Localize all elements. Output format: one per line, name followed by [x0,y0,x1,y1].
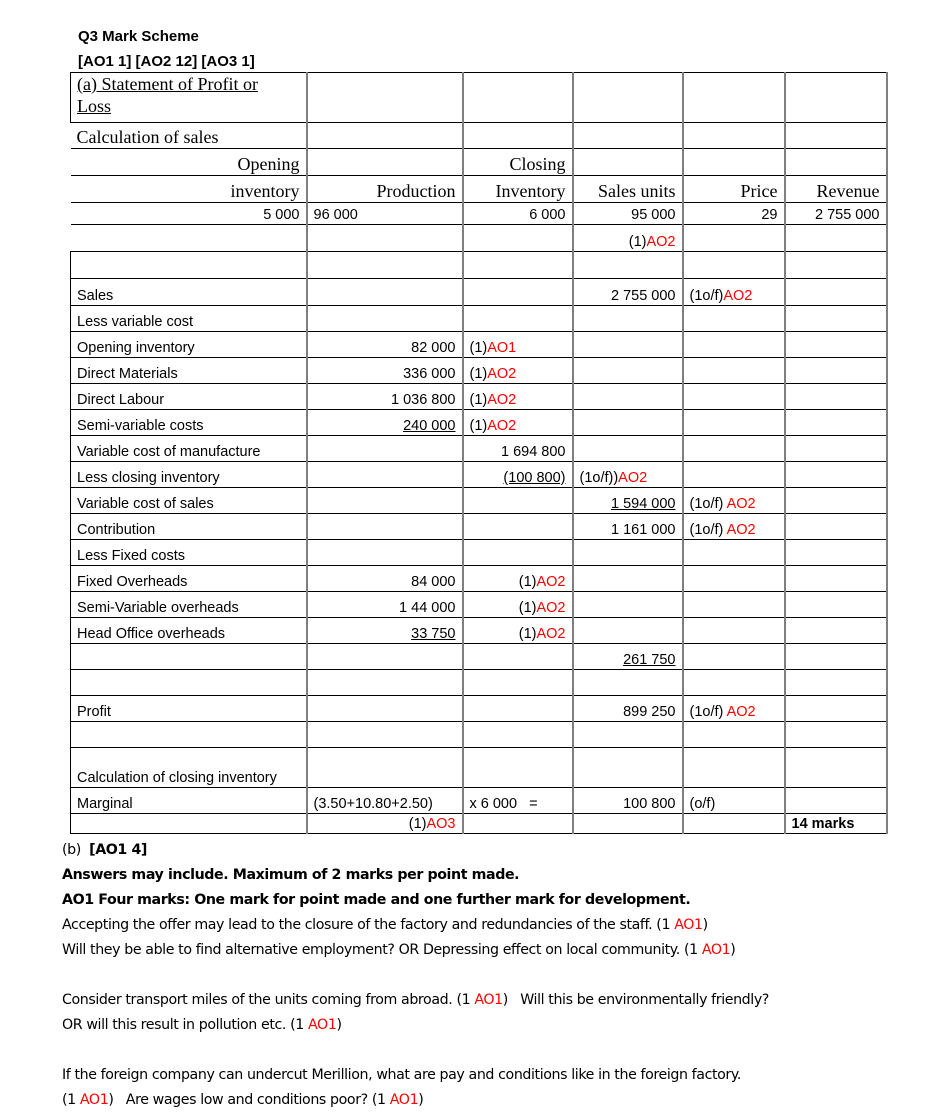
answer-point: (1 AO1) Are wages low and conditions poor? (1 AO1) [62,1092,424,1108]
opening-inventory-units: 5 000 [71,203,307,225]
table-row [71,384,887,410]
marginal-formula: (3.50+10.80+2.50) [307,788,463,814]
row-label-less-closing: Less closing inventory [71,462,307,488]
part-b-heading: (b) [AO1 4] [62,842,148,858]
row-label-direct-labour: Direct Labour [71,384,307,410]
fixed-costs-total: 261 750 [573,644,683,670]
table-row [71,488,887,514]
table-row [71,618,887,644]
mark-annotation: (1o/f) AO2 [683,514,785,540]
table-row [71,332,887,358]
row-label-profit: Profit [71,696,307,722]
page-title: Q3 Mark Scheme [78,28,199,45]
fixed-overheads-value: 84 000 [307,566,463,592]
direct-labour-value: 1 036 800 [307,384,463,410]
row-label-fixed-overheads: Fixed Overheads [71,566,307,592]
var-cost-manufacture-value: 1 694 800 [463,436,573,462]
row-label-var-cost-manufacture: Variable cost of manufacture [71,436,307,462]
answer-point: Accepting the offer may lead to the closure of the factory and redundancies of the staff. (1 AO1) [62,917,708,933]
semi-variable-overheads-value: 1 44 000 [307,592,463,618]
mark-annotation: (1o/f)AO2 [683,279,785,306]
profit-loss-table [70,72,888,834]
col-header-inventory: inventory [71,176,307,203]
sales-units: 95 000 [573,203,683,225]
table-row [71,410,887,436]
col-header-sales-units: Sales units [573,176,683,203]
table-row [71,566,887,592]
answer-point: If the foreign company can undercut Merillion, what are pay and conditions like in the foreign factory. [62,1067,741,1083]
row-label-direct-materials: Direct Materials [71,358,307,384]
mark-annotation: (1)AO2 [573,225,683,252]
row-label-less-variable: Less variable cost [71,306,307,332]
row-label-semi-variable-overheads: Semi-Variable overheads [71,592,307,618]
less-closing-value: (100 800) [463,462,573,488]
col-header-production: Production [307,176,463,203]
profit-value: 899 250 [573,696,683,722]
head-office-value: 33 750 [307,618,463,644]
mark-annotation: (1)AO1 [463,332,573,358]
part-b-section [62,838,922,1113]
table-row [71,436,887,462]
mark-annotation: (1)AO2 [463,384,573,410]
row-label-sales: Sales [71,279,307,306]
table-row [71,203,887,225]
row-label-opening-inventory: Opening inventory [71,332,307,358]
table-row [71,176,887,203]
opening-inventory-value: 82 000 [307,332,463,358]
total-marks: 14 marks [785,814,887,834]
table-row [71,814,887,834]
table-row [71,252,887,279]
row-label-less-fixed: Less Fixed costs [71,540,307,566]
table-row [71,696,887,722]
col-header-opening: Opening [71,149,307,176]
col-header-closing: Closing [463,149,573,176]
mark-annotation: (1)AO2 [463,410,573,436]
table-row [71,73,887,123]
sales-value: 2 755 000 [573,279,683,306]
closing-inventory-units: 6 000 [463,203,573,225]
mark-annotation: (1o/f))AO2 [573,462,683,488]
answer-point: Will they be able to find alternative employment? OR Depressing effect on local community. (1 AO1) [62,942,736,958]
row-label-head-office: Head Office overheads [71,618,307,644]
table-row [71,123,887,149]
revenue: 2 755 000 [785,203,887,225]
mark-annotation: (1)AO2 [463,618,573,644]
row-label-var-cost-sales: Variable cost of sales [71,488,307,514]
marginal-note: (o/f) [683,788,785,814]
marginal-multiplier: x 6 000 = [463,788,573,814]
mark-annotation: (1o/f) AO2 [683,488,785,514]
section-heading: (a) Statement of Profit or Loss [71,73,307,123]
col-header-price: Price [683,176,785,203]
col-header-revenue: Revenue [785,176,887,203]
mark-annotation: (1)AO2 [463,592,573,618]
table-row [71,279,887,306]
var-cost-sales-value: 1 594 000 [573,488,683,514]
answer-point: Consider transport miles of the units coming from abroad. (1 AO1) Will this be environmentally friendly? [62,992,769,1008]
col-header-inventory-closing: Inventory [463,176,573,203]
row-label-calc-closing: Calculation of closing inventory [71,748,307,788]
calc-sales-label: Calculation of sales [71,123,307,149]
table-row [71,788,887,814]
table-row [71,670,887,696]
table-row [71,722,887,748]
row-label-semi-variable: Semi-variable costs [71,410,307,436]
table-row [71,540,887,566]
table-row [71,644,887,670]
part-b-intro-1: Answers may include. Maximum of 2 marks per point made. [62,867,520,883]
marginal-value: 100 800 [573,788,683,814]
table-row [71,592,887,618]
table-row [71,306,887,332]
production-units: 96 000 [307,203,463,225]
ao-summary: [AO1 1] [AO2 12] [AO3 1] [78,53,255,70]
semi-variable-value: 240 000 [307,410,463,436]
contribution-value: 1 161 000 [573,514,683,540]
table-row [71,149,887,176]
table-row [71,748,887,788]
table-row [71,462,887,488]
table-row [71,358,887,384]
part-b-intro-2: AO1 Four marks: One mark for point made and one further mark for development. [62,892,691,908]
direct-materials-value: 336 000 [307,358,463,384]
answer-point: OR will this result in pollution etc. (1 AO1) [62,1017,342,1033]
mark-annotation: (1)AO2 [463,566,573,592]
table-row [71,225,887,252]
mark-annotation: (1)AO3 [307,814,463,834]
mark-annotation: (1o/f) AO2 [683,696,785,722]
row-label-contribution: Contribution [71,514,307,540]
price: 29 [683,203,785,225]
table-row [71,514,887,540]
row-label-marginal: Marginal [71,788,307,814]
mark-annotation: (1)AO2 [463,358,573,384]
